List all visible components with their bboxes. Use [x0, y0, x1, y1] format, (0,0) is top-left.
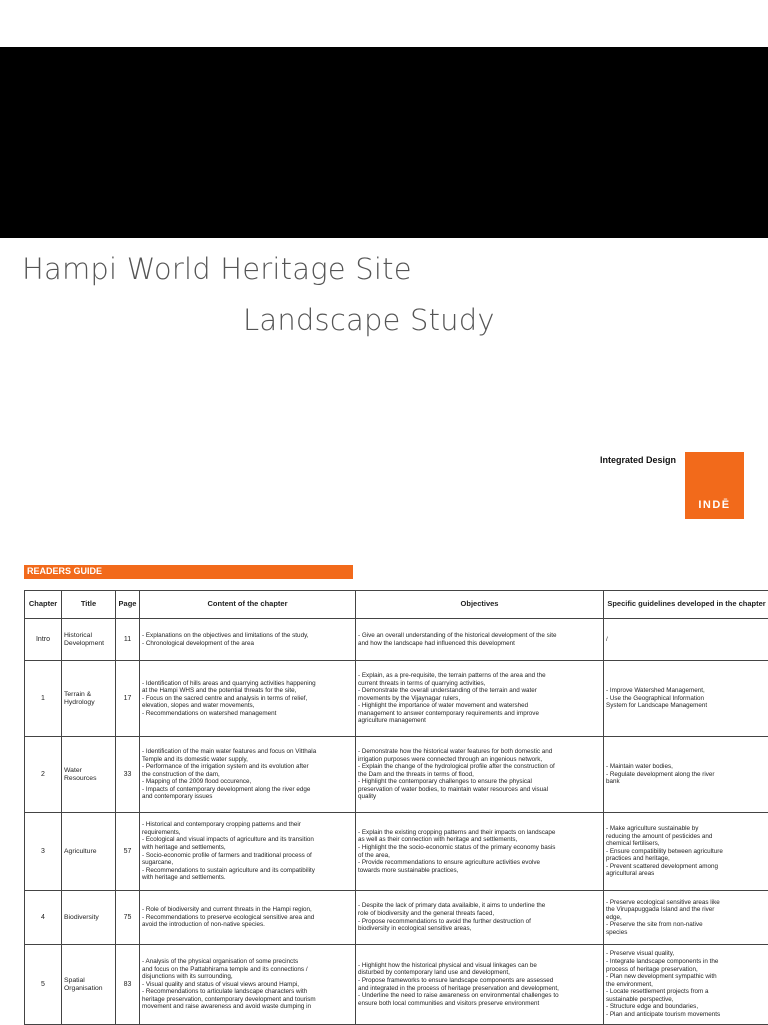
guidelines-line: - Preserve visual quality,: [606, 950, 767, 958]
guidelines-line: - Ensure compatibility between agriculture: [606, 848, 767, 856]
table-row: [25, 661, 768, 737]
guidelines-line: - Improve Watershed Management,: [606, 687, 767, 695]
guidelines-line: - Preserve ecological sensitive areas like: [606, 899, 767, 907]
content-line: - Identification of hills areas and quarrying activities happening: [142, 680, 353, 688]
guidelines-line: reducing the amount of pesticides and: [606, 833, 767, 841]
content-line: - Recommendations on watershed management: [142, 710, 353, 718]
objectives-line: - Give an overall understanding of the historical development of the site: [358, 632, 601, 640]
cell-objectives: [356, 891, 604, 945]
content-line: - Recommendations to preserve ecological sensitive area and: [142, 914, 353, 922]
cell-guidelines: [604, 661, 768, 737]
content-line: avoid the introduction of non-native species.: [142, 921, 353, 929]
header-guidelines: Specific guidelines developed in the chapter: [604, 591, 768, 619]
guidelines-line: - Regulate development along the river: [606, 771, 767, 779]
objectives-line: - Highlight the contemporary challenges to ensure the physical: [358, 778, 601, 786]
cell-chapter: Intro: [25, 619, 62, 661]
guidelines-line: species: [606, 929, 767, 937]
header-chapter: Chapter: [25, 591, 62, 619]
table-row: [25, 619, 768, 661]
guidelines-line: - Structure edge and boundaries,: [606, 1003, 767, 1011]
content-line: - Explanations on the objectives and limitations of the study,: [142, 632, 353, 640]
guidelines-line: the environment,: [606, 981, 767, 989]
cell-page: 57: [116, 813, 140, 891]
content-line: - Performance of the irrigation system and its evolution after: [142, 763, 353, 771]
cell-page: 75: [116, 891, 140, 945]
objectives-line: - Underline the need to raise awareness on environmental challenges to: [358, 992, 601, 1000]
cell-guidelines: [604, 737, 768, 813]
guidelines-line: sustainable perspective,: [606, 996, 767, 1004]
objectives-line: management to answer contemporary requirements and improve: [358, 710, 601, 718]
guidelines-line: - Locate resettlement projects from a: [606, 988, 767, 996]
cell-content: [140, 661, 356, 737]
content-line: Temple and its domestic water supply,: [142, 756, 353, 764]
header-content: Content of the chapter: [140, 591, 356, 619]
cell-objectives: [356, 813, 604, 891]
readers-guide-table: [24, 590, 768, 1025]
guidelines-line: the Virupapuggada Island and the river: [606, 906, 767, 914]
content-line: at the Hampi WHS and the potential threats for the site,: [142, 687, 353, 695]
objectives-line: - Propose frameworks to ensure landscape components are assessed: [358, 977, 601, 985]
content-line: and focus on the Pattabhirama temple and its connections /: [142, 966, 353, 974]
guidelines-line: - Maintain water bodies,: [606, 763, 767, 771]
content-line: the construction of the dam,: [142, 771, 353, 779]
cell-content: [140, 619, 356, 661]
readers-guide-label: READERS GUIDE: [27, 566, 102, 576]
objectives-line: biodiversity in ecological sensitive areas,: [358, 925, 601, 933]
cell-page: 83: [116, 945, 140, 1025]
objectives-line: of the area,: [358, 852, 601, 860]
content-line: with heritage and settlements,: [142, 844, 353, 852]
guidelines-line: /: [606, 636, 767, 644]
objectives-line: - Despite the lack of primary data availaible, it aims to underline the: [358, 902, 601, 910]
document-title-line2: Landscape Study: [243, 303, 495, 337]
content-line: with heritage and settlements.: [142, 874, 353, 882]
content-line: - Mapping of the 2009 flood occurence,: [142, 778, 353, 786]
header-title: Title: [62, 591, 116, 619]
cell-chapter: 2: [25, 737, 62, 813]
guidelines-line: - Use the Geographical Information: [606, 695, 767, 703]
objectives-line: - Demonstrate the overall understanding of the terrain and water: [358, 687, 601, 695]
cell-content: [140, 737, 356, 813]
guidelines-line: - Plan and anticipate tourism movements: [606, 1011, 767, 1019]
content-line: - Analysis of the physical organisation of some precincts: [142, 958, 353, 966]
table-row: [25, 891, 768, 945]
guidelines-line: - Plan new development sympathic with: [606, 973, 767, 981]
cell-content: [140, 891, 356, 945]
content-line: - Identification of the main water features and focus on Vitthala: [142, 748, 353, 756]
guidelines-line: - Make agriculture sustainable by: [606, 825, 767, 833]
content-line: movement and raise awareness and avoid waste dumping in: [142, 1003, 353, 1011]
objectives-line: ensure both local communities and visitors preserve environment: [358, 1000, 601, 1008]
objectives-line: - Explain the change of the hydrological profile after the construction of: [358, 763, 601, 771]
objectives-line: agriculture management: [358, 717, 601, 725]
guidelines-line: - Prevent scattered development among: [606, 863, 767, 871]
cell-page: 11: [116, 619, 140, 661]
cell-guidelines: [604, 813, 768, 891]
cell-content: [140, 813, 356, 891]
cell-title: Historical Development: [62, 619, 116, 661]
cell-title: Terrain & Hydrology: [62, 661, 116, 737]
cell-objectives: [356, 737, 604, 813]
guidelines-line: edge,: [606, 914, 767, 922]
objectives-line: - Provide recommendations to ensure agriculture activities evolve: [358, 859, 601, 867]
cell-chapter: 5: [25, 945, 62, 1025]
content-line: - Visual quality and status of visual views around Hampi,: [142, 981, 353, 989]
content-line: disjunctions with its surrounding,: [142, 973, 353, 981]
table-row: [25, 737, 768, 813]
cell-objectives: [356, 619, 604, 661]
objectives-line: preservation of water bodies, to maintain water resources and visual: [358, 786, 601, 794]
cell-chapter: 4: [25, 891, 62, 945]
guidelines-line: chemical fertilisers,: [606, 840, 767, 848]
guidelines-line: bank: [606, 778, 767, 786]
guidelines-line: process of heritage preservation,: [606, 966, 767, 974]
objectives-line: - Demonstrate how the historical water features for both domestic and: [358, 748, 601, 756]
readers-guide-bar: [24, 565, 353, 579]
content-line: - Recommendations to articulate landscape characters with: [142, 988, 353, 996]
header-page: Page: [116, 591, 140, 619]
cell-chapter: 1: [25, 661, 62, 737]
content-line: - Role of biodiversity and current threats in the Hampi region,: [142, 906, 353, 914]
objectives-line: the Dam and the threats in terms of flood,: [358, 771, 601, 779]
header-objectives: Objectives: [356, 591, 604, 619]
cell-title: Agriculture: [62, 813, 116, 891]
objectives-line: as well as their connection with heritage and settlements,: [358, 836, 601, 844]
logo-text: INDĒ: [685, 499, 744, 511]
content-line: elevation, slopes and water movements,: [142, 702, 353, 710]
content-line: requirements,: [142, 829, 353, 837]
table-row: [25, 813, 768, 891]
cell-page: 33: [116, 737, 140, 813]
guidelines-line: - Integrate landscape components in the: [606, 958, 767, 966]
cell-objectives: [356, 945, 604, 1025]
guidelines-line: - Preserve the site from non-native: [606, 921, 767, 929]
cell-title: Water Resources: [62, 737, 116, 813]
objectives-line: - Highlight how the historical physical and visual linkages can be: [358, 962, 601, 970]
cell-page: 17: [116, 661, 140, 737]
content-line: - Ecological and visual impacts of agriculture and its transition: [142, 836, 353, 844]
cell-chapter: 3: [25, 813, 62, 891]
content-line: - Chronological development of the area: [142, 640, 353, 648]
cell-objectives: [356, 661, 604, 737]
objectives-line: role of biodiversity and the general threats faced,: [358, 910, 601, 918]
cell-guidelines: [604, 619, 768, 661]
cell-guidelines: [604, 891, 768, 945]
objectives-line: and integrated in the process of heritage preservation and development,: [358, 985, 601, 993]
objectives-line: and how the landscape had influenced this development: [358, 640, 601, 648]
objectives-line: - Explain, as a pre-requisite, the terrain patterns of the area and the: [358, 672, 601, 680]
objectives-line: current threats in terms of quarrying activities,: [358, 680, 601, 688]
table-row: [25, 945, 768, 1025]
document-title-line1: Hampi World Heritage Site: [22, 252, 412, 286]
objectives-line: - Highlight the the socio-economic status of the primary economy basis: [358, 844, 601, 852]
cell-title: Biodiversity: [62, 891, 116, 945]
header-black-band: [0, 47, 768, 238]
objectives-line: irrigation purposes were connected through an ingenious network,: [358, 756, 601, 764]
content-line: sugarcane,: [142, 859, 353, 867]
content-line: - Impacts of contemporary development along the river edge: [142, 786, 353, 794]
content-line: - Historical and contemporary cropping patterns and their: [142, 821, 353, 829]
content-line: and contemporary issues: [142, 793, 353, 801]
inde-logo: [685, 452, 744, 519]
objectives-line: towards more sustainable practices,: [358, 867, 601, 875]
guidelines-line: agricultural areas: [606, 870, 767, 878]
guidelines-line: System for Landscape Management: [606, 702, 767, 710]
objectives-line: quality: [358, 793, 601, 801]
content-line: heritage preservation, contemporary development and tourism: [142, 996, 353, 1004]
cell-title: Spatial Organisation: [62, 945, 116, 1025]
content-line: - Recommendations to sustain agriculture and its compatibility: [142, 867, 353, 875]
cell-content: [140, 945, 356, 1025]
content-line: - Focus on the sacred centre and analysis in terms of relief,: [142, 695, 353, 703]
brand-name: Integrated Design: [600, 455, 676, 465]
objectives-line: - Explain the existing cropping patterns and their impacts on landscape: [358, 829, 601, 837]
objectives-line: disturbed by contemporary land use and development,: [358, 969, 601, 977]
guidelines-line: practices and heritage,: [606, 855, 767, 863]
objectives-line: movements by the Vijaynagar rulers,: [358, 695, 601, 703]
objectives-line: - Highlight the importance of water movement and watershed: [358, 702, 601, 710]
table-header-row: [25, 591, 768, 619]
cell-guidelines: [604, 945, 768, 1025]
content-line: - Socio-economic profile of farmers and traditional process of: [142, 852, 353, 860]
objectives-line: - Propose recommendations to avoid the further destruction of: [358, 918, 601, 926]
